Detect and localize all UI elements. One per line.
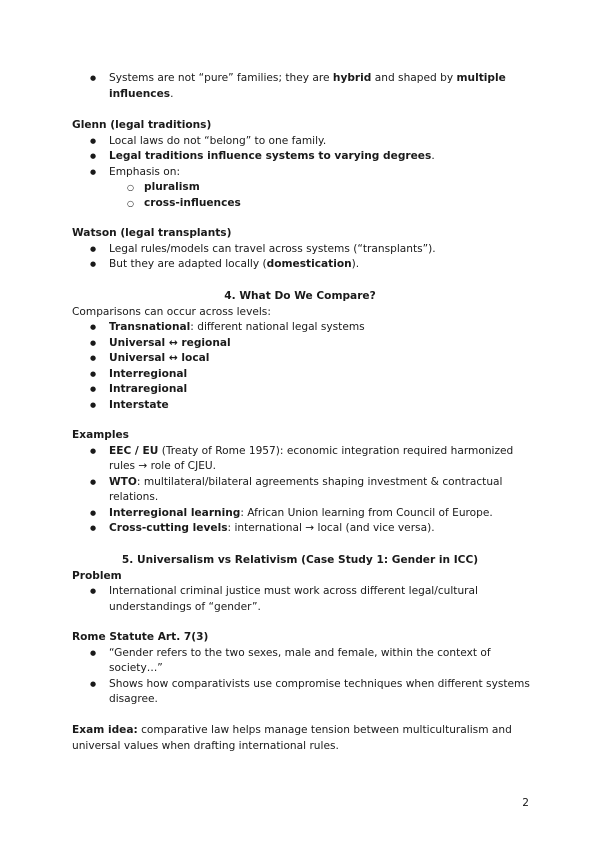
list-item: ● International criminal justice must work across different legal/cultural understandings of “gender”.: [72, 584, 532, 615]
sub-list-item: ○ pluralism: [72, 180, 532, 196]
intro-block: [72, 71, 532, 102]
list-item: ● Interregional learning: African Union learning from Council of Europe.: [72, 506, 532, 522]
glenn-heading: Glenn (legal traditions): [72, 119, 212, 131]
list-item: ● But they are adapted locally (domestication).: [72, 257, 532, 273]
list-item: ● Universal ↔ regional: [72, 336, 532, 352]
examples-list: [72, 444, 532, 537]
exam-idea: [72, 723, 532, 754]
list-item: ● Shows how comparativists use compromise techniques when different systems disagree.: [72, 677, 532, 708]
problem-list: [72, 584, 532, 615]
section-4-lead: Comparisons can occur across levels:: [72, 305, 271, 318]
intro-list: [72, 71, 532, 102]
section-4-title: 4. What Do We Compare?: [224, 290, 376, 302]
list-item: ● Systems are not “pure” families; they are hybrid and shaped by multiple influences.: [72, 71, 532, 102]
levels-list: [72, 320, 532, 413]
list-item: ● Legal rules/models can travel across systems (“transplants”).: [72, 242, 532, 258]
watson-list: [72, 242, 532, 273]
list-item: ● “Gender refers to the two sexes, male and female, within the context of society…”: [72, 646, 532, 677]
list-item: ● Local laws do not “belong” to one family.: [72, 134, 532, 150]
list-item: ● Interstate: [72, 398, 532, 414]
list-item: ● Emphasis on: ○ pluralism ○ cross-influences: [72, 165, 532, 212]
list-item: ● Legal traditions influence systems to varying degrees.: [72, 149, 532, 165]
section-4: [72, 289, 532, 413]
problem-heading: Problem: [72, 569, 122, 582]
rome-statute-list: [72, 646, 532, 708]
rome-statute-heading: Rome Statute Art. 7(3): [72, 631, 209, 643]
list-item: ● Cross-cutting levels: international → local (and vice versa).: [72, 521, 532, 537]
examples-heading: Examples: [72, 429, 129, 441]
exam-idea-label: Exam idea:: [72, 724, 138, 736]
list-item: ● EEC / EU (Treaty of Rome 1957): economic integration required harmonized rules → role of CJEU.: [72, 444, 532, 475]
list-item: ● Transnational: different national legal systems: [72, 320, 532, 336]
list-item: ● Intraregional: [72, 382, 532, 398]
list-item: ● Interregional: [72, 367, 532, 383]
sub-list-item: ○ cross-influences: [72, 196, 532, 212]
list-item: ● WTO: multilateral/bilateral agreements shaping investment & contractual relations.: [72, 475, 532, 506]
page-number: 2: [522, 797, 529, 809]
glenn-section: [72, 118, 532, 211]
emphasis-sublist: [72, 180, 532, 211]
list-item: ● Universal ↔ local: [72, 351, 532, 367]
glenn-list: [72, 134, 532, 212]
rome-statute-section: [72, 630, 532, 708]
exam-idea-text: comparative law helps manage tension between multiculturalism and universal values when drafting international rules.: [72, 724, 512, 752]
watson-section: [72, 226, 532, 273]
section-5-title: 5. Universalism vs Relativism (Case Study 1: Gender in ICC): [121, 554, 479, 566]
watson-heading: Watson (legal transplants): [72, 227, 232, 239]
section-5: [72, 553, 532, 615]
examples-section: [72, 428, 532, 537]
